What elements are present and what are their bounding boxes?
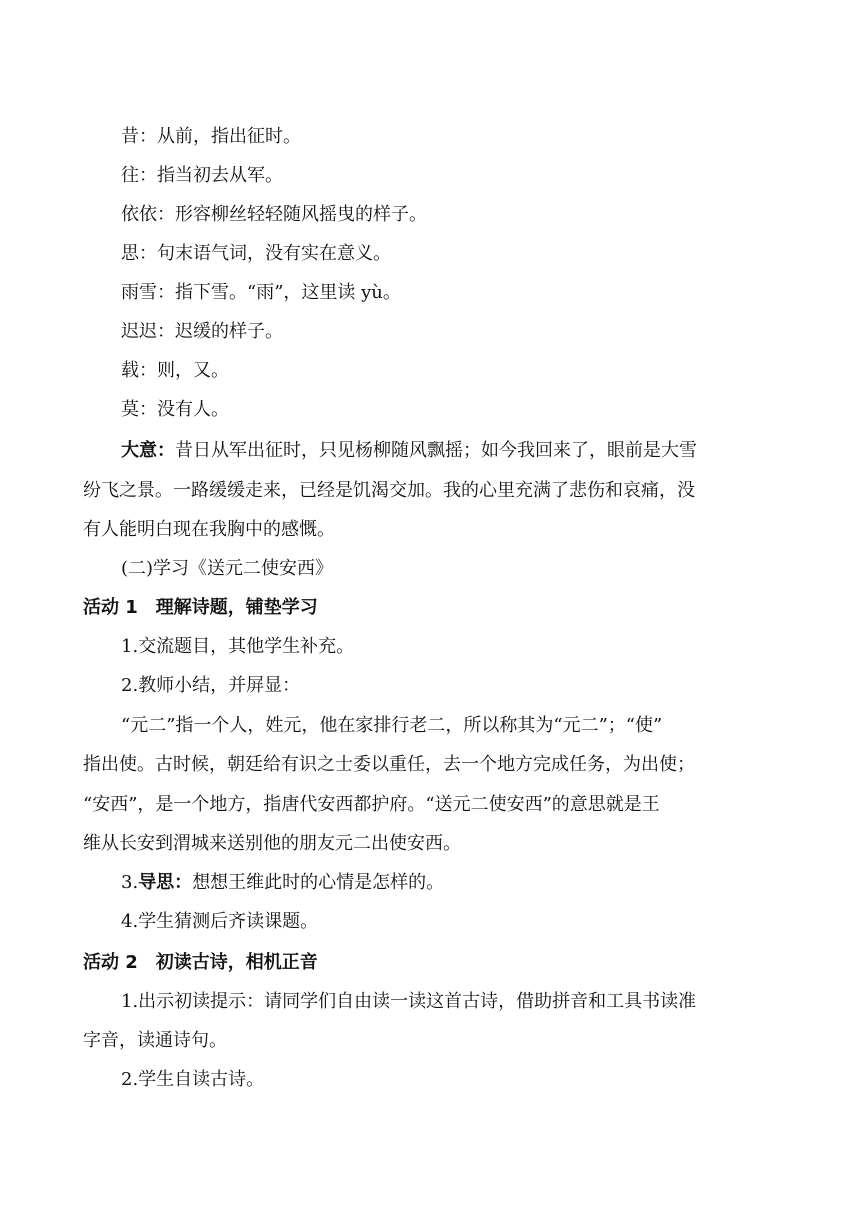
activity2-heading: 活动 2 初读古诗，相机正音 <box>83 952 318 973</box>
activity1-step1: 1.交流题目，其他学生补充。 <box>121 636 355 657</box>
quote-line-1: “元二”指一个人，姓元，他在家排行老二，所以称其为“元二”；“使” <box>121 715 663 736</box>
gloss-zai: 载：则，又。 <box>121 360 229 381</box>
step3-number: 3. <box>121 872 139 893</box>
gloss-mo: 莫：没有人。 <box>121 399 229 420</box>
summary-text-1: 昔日从军出征时，只见杨柳随风飘摇；如今我回来了，眼前是大雪 <box>175 440 697 461</box>
activity1-step3 <box>121 870 444 896</box>
summary-line-3: 有人能明白现在我胸中的感慨。 <box>83 519 335 540</box>
activity1-step4: 4.学生猜测后齐读课题。 <box>121 911 319 932</box>
activity1-step2: 2.教师小结，并屏显： <box>121 675 301 696</box>
gloss-chichi: 迟迟：迟缓的样子。 <box>121 321 283 342</box>
activity2-step1-line2: 字音，读通诗句。 <box>83 1030 227 1051</box>
activity2-step2: 2.学生自读古诗。 <box>121 1069 265 1090</box>
summary-label: 大意： <box>121 440 175 461</box>
activity1-heading: 活动 1 理解诗题，铺垫学习 <box>83 597 318 618</box>
gloss-yuxue: 雨雪：指下雪。“雨”，这里读 yù。 <box>121 282 401 303</box>
step3-text: 想想王维此时的心情是怎样的。 <box>192 872 445 893</box>
quote-line-4: 维从长安到渭城来送别他的朋友元二出使安西。 <box>83 833 461 854</box>
gloss-wang: 往：指当初去从军。 <box>121 165 283 186</box>
summary-line-2: 纷飞之景。一路缓缓走来，已经是饥渴交加。我的心里充满了悲伤和哀痛，没 <box>83 480 695 501</box>
gloss-si: 思：句末语气词，没有实在意义。 <box>121 243 391 264</box>
section-title: (二)学习《送元二使安西》 <box>121 558 334 579</box>
gloss-yiyi: 依依：形容柳丝轻轻随风摇曳的样子。 <box>121 204 427 225</box>
gloss-xi: 昔：从前，指出征时。 <box>121 126 301 147</box>
step3-label: 导思： <box>138 872 193 893</box>
quote-line-3: “安西”，是一个地方，指唐代安西都护府。“送元二使安西”的意思就是王 <box>83 794 660 815</box>
quote-line-2: 指出使。古时候，朝廷给有识之士委以重任，去一个地方完成任务，为出使； <box>83 754 695 775</box>
activity2-step1-line1: 1.出示初读提示：请同学们自由读一读这首古诗，借助拼音和工具书读准 <box>121 991 697 1012</box>
summary-line-1 <box>121 438 697 464</box>
